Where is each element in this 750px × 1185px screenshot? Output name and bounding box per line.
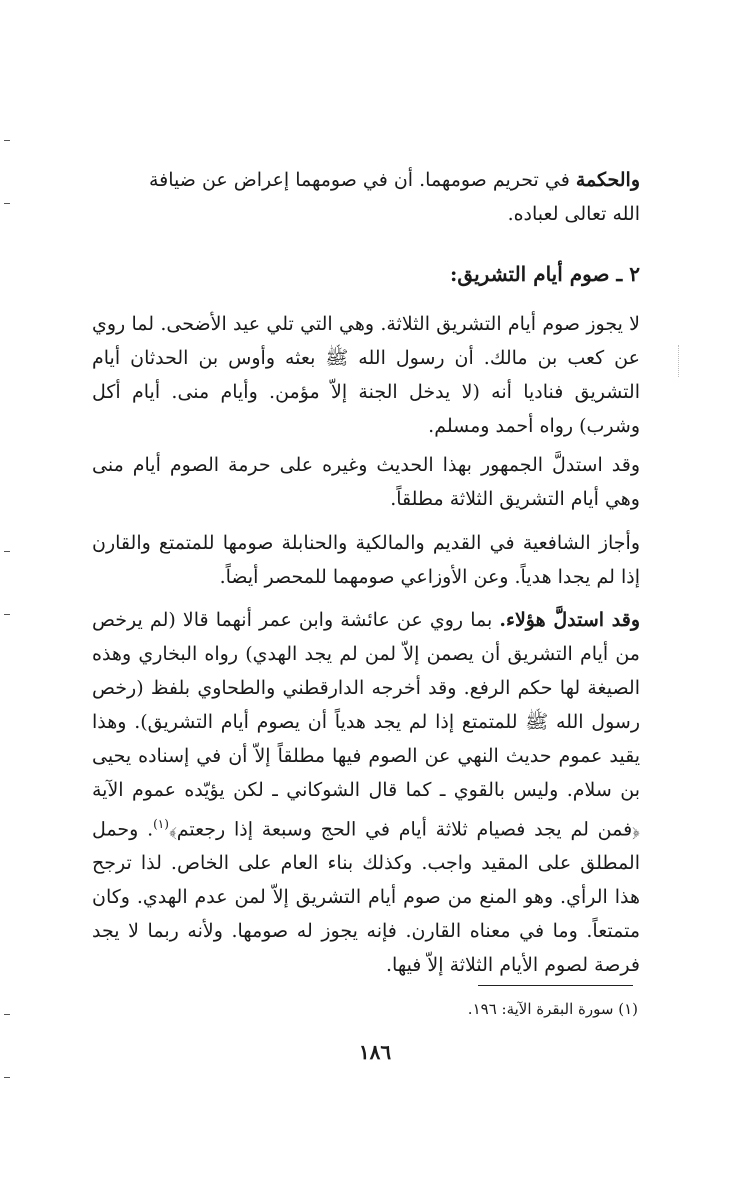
page-number: ١٨٦: [358, 1040, 392, 1064]
margin-tick: [4, 140, 10, 141]
paragraph-3: [92, 526, 640, 594]
paragraph-2-text: وقد استدلَّ الجمهور بهذا الحديث وغيره على حرمة الصوم أيام منى وهي أيام التشريق الثلاثة مطلقاً.: [92, 454, 640, 510]
margin-tick: [4, 1077, 10, 1078]
margin-tick: [4, 1014, 10, 1015]
intro-lead-word: والحكمة: [575, 169, 640, 191]
paragraph-4-tail: . وحمل المطلق على المقيد واجب. وكذلك بناء العام على الخاص. لذا ترجح هذا الرأي. وهو المنع من صوم أيام التشريق إلاّ لمن عدم الهدي. وكان متمتعاً. وما في معناه القارن. فإنه يجوز له صومها. ولأنه ربما لا يجد فرصة لصوم الأيام الثلاثة إلاّ فيها.: [92, 818, 640, 977]
intro-paragraph: [92, 163, 640, 231]
margin-tick: [4, 614, 10, 615]
margin-tick: [4, 551, 10, 552]
footnote-divider: [478, 985, 633, 986]
paragraph-2: [92, 448, 640, 516]
footnote-reference: (١): [153, 817, 169, 831]
paragraph-3-text: وأجاز الشافعية في القديم والمالكية والحنابلة صومها للمتمتع والقارن إذا لم يجدا هدياً. وعن الأوزاعي صومهما للمحصر أيضاً.: [92, 532, 640, 588]
footnote: (١) سورة البقرة الآية: ١٩٦.: [467, 1000, 638, 1018]
intro-line2: الله تعالى لعباده.: [507, 203, 640, 225]
paragraph-1-text: لا يجوز صوم أيام التشريق الثلاثة. وهي التي تلي عيد الأضحى. لما روي عن كعب بن مالك. أن رسول الله ﷺ بعثه وأوس بن الحدثان أيام التشريق فناديا أنه (لا يدخل الجنة إلاّ مؤمن. وأيام منى. أيام أكل وشرب) رواه أحمد ومسلم.: [92, 313, 640, 437]
margin-tick: [4, 203, 10, 204]
scan-mark: [678, 345, 680, 377]
paragraph-4-lead: وقد استدلَّ هؤلاء.: [499, 609, 640, 631]
section-heading: ٢ ـ صوم أيام التشريق:: [450, 262, 640, 286]
paragraph-4-body: بما روي عن عائشة وابن عمر أنهما قالا (لم يرخص من أيام التشريق أن يصمن إلاّ لمن لم يجد الهدي) رواه البخاري وهذه الصيغة لها حكم الرفع. وقد أخرجه الدارقطني والطحاوي بلفظ (رخص رسول الله ﷺ للمتمتع إذا لم يجد هدياً أن يصوم أيام التشريق). وهذا يقيد عموم حديث النهي عن الصوم فيها مطلقاً إلاّ أن في إسناده يحيى بن سلام. وليس بالقوي ـ كما قال الشوكاني ـ لكن يؤيّده عموم الآية ﴿فمن لم يجد فصيام ثلاثة أيام في الحج وسبعة إذا رجعتم﴾: [92, 609, 640, 841]
paragraph-1: [92, 307, 640, 443]
intro-line1: في تحريم صومهما. أن في صومهما إعراض عن ضيافة: [149, 169, 576, 191]
paragraph-4: [92, 603, 640, 982]
